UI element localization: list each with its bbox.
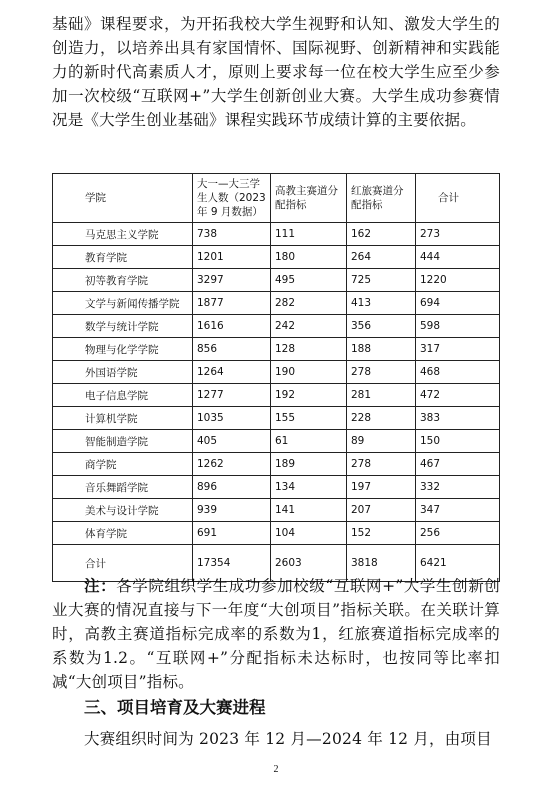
student-count: 1877 [193,292,271,315]
college-name: 计算机学院 [53,407,193,430]
college-name: 数学与统计学院 [53,315,193,338]
row-total: 256 [416,522,500,545]
table-row [53,361,500,384]
main-track-quota: 495 [271,269,347,292]
header-total: 合计 [416,174,500,223]
table-row [53,292,500,315]
total-row-total: 6421 [416,545,500,582]
row-total: 332 [416,476,500,499]
header-college: 学院 [53,174,193,223]
college-name: 初等教育学院 [53,269,193,292]
total-student-count: 17354 [193,545,271,582]
student-count: 939 [193,499,271,522]
red-track-quota: 162 [347,223,416,246]
row-total: 472 [416,384,500,407]
note-paragraph [52,574,500,694]
table-header-row [53,174,500,223]
main-track-quota: 111 [271,223,347,246]
red-track-quota: 188 [347,338,416,361]
row-total: 694 [416,292,500,315]
note-label: 注： [84,576,117,595]
red-track-quota: 278 [347,361,416,384]
student-count: 691 [193,522,271,545]
table-row [53,407,500,430]
main-track-quota: 128 [271,338,347,361]
red-track-quota: 197 [347,476,416,499]
red-track-quota: 725 [347,269,416,292]
row-total: 273 [416,223,500,246]
main-track-quota: 282 [271,292,347,315]
college-name: 体育学院 [53,522,193,545]
student-count: 1262 [193,453,271,476]
main-track-quota: 242 [271,315,347,338]
student-count: 3297 [193,269,271,292]
college-name: 教育学院 [53,246,193,269]
main-track-quota: 192 [271,384,347,407]
main-track-quota: 104 [271,522,347,545]
row-total: 1220 [416,269,500,292]
schedule-paragraph: 大赛组织时间为 2023 年 12 月—2024 年 12 月，由项目 [84,730,492,748]
table-row [53,315,500,338]
red-track-quota: 228 [347,407,416,430]
table-row [53,223,500,246]
row-total: 317 [416,338,500,361]
college-name: 电子信息学院 [53,384,193,407]
table-row [53,384,500,407]
main-track-quota: 155 [271,407,347,430]
student-count: 405 [193,430,271,453]
college-name: 文学与新闻传播学院 [53,292,193,315]
main-track-quota: 189 [271,453,347,476]
row-total: 347 [416,499,500,522]
table-row [53,430,500,453]
student-count: 1264 [193,361,271,384]
student-count: 1035 [193,407,271,430]
header-main-track-quota: 高教主赛道分配指标 [271,174,347,223]
main-track-quota: 141 [271,499,347,522]
table-row [53,269,500,292]
total-label: 合计 [53,545,193,582]
table-row [53,522,500,545]
section-heading: 三、项目培育及大赛进程 [84,698,266,717]
header-red-track-quota: 红旅赛道分配指标 [347,174,416,223]
row-total: 467 [416,453,500,476]
red-track-quota: 152 [347,522,416,545]
row-total: 444 [416,246,500,269]
table-row [53,453,500,476]
row-total: 150 [416,430,500,453]
college-name: 马克思主义学院 [53,223,193,246]
college-name: 外国语学院 [53,361,193,384]
quota-table [52,173,500,582]
red-track-quota: 356 [347,315,416,338]
student-count: 1616 [193,315,271,338]
college-name: 物理与化学学院 [53,338,193,361]
student-count: 1277 [193,384,271,407]
total-red-track-quota: 3818 [347,545,416,582]
college-name: 智能制造学院 [53,430,193,453]
red-track-quota: 413 [347,292,416,315]
total-main-track-quota: 2603 [271,545,347,582]
college-name: 音乐舞蹈学院 [53,476,193,499]
student-count: 856 [193,338,271,361]
main-track-quota: 134 [271,476,347,499]
college-name: 美术与设计学院 [53,499,193,522]
table-row [53,246,500,269]
red-track-quota: 207 [347,499,416,522]
table-row [53,338,500,361]
header-student-count: 大一—大三学生人数（2023 年 9 月数据） [193,174,271,223]
college-name: 商学院 [53,453,193,476]
main-track-quota: 180 [271,246,347,269]
intro-paragraph: 基础》课程要求，为开拓我校大学生视野和认知、激发大学生的创造力，以培养出具有家国情怀、国际视野、创新精神和实践能力的新时代高素质人才，原则上要求每一位在校大学生应至少参加一次校级“互联网+”大学生创新创业大赛。大学生成功参赛情况是《大学生创业基础》课程实践环节成绩计算的主要依据。 [52,15,500,129]
student-count: 1201 [193,246,271,269]
row-total: 598 [416,315,500,338]
red-track-quota: 281 [347,384,416,407]
row-total: 383 [416,407,500,430]
student-count: 896 [193,476,271,499]
table-row [53,499,500,522]
note-text: 各学院组织学生成功参加校级“互联网+”大学生创新创业大赛的情况直接与下一年度“大创项目”指标关联。在关联计算时，高教主赛道指标完成率的系数为1，红旅赛道指标完成率的系数为1.2。“互联网+”分配指标未达标时，也按同等比率扣减“大创项目”指标。 [52,577,500,691]
red-track-quota: 278 [347,453,416,476]
red-track-quota: 264 [347,246,416,269]
row-total: 468 [416,361,500,384]
table-row [53,476,500,499]
main-track-quota: 190 [271,361,347,384]
red-track-quota: 89 [347,430,416,453]
page-number: 2 [273,764,279,775]
student-count: 738 [193,223,271,246]
main-track-quota: 61 [271,430,347,453]
